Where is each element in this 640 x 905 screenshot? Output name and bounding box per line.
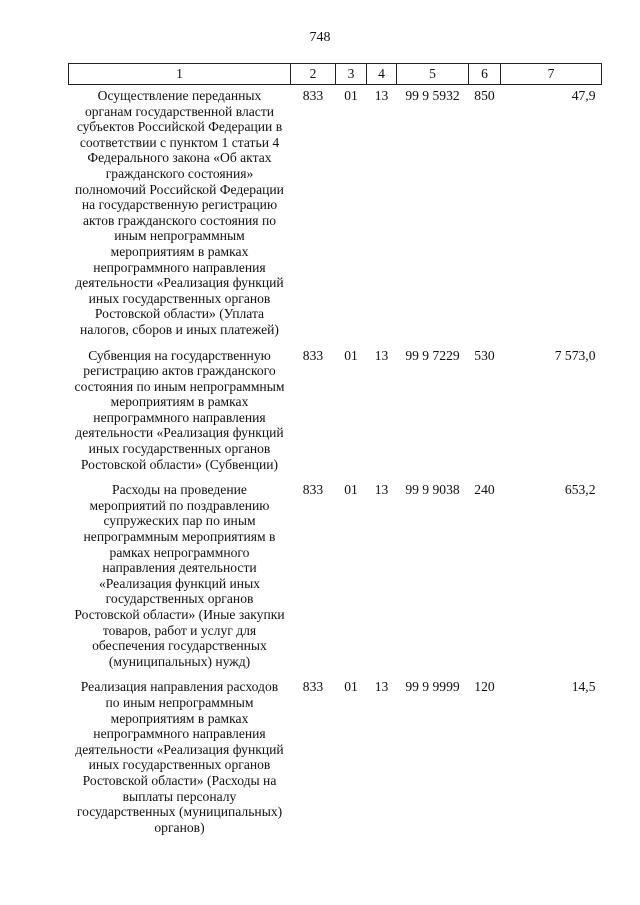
row-code-expense-type: 530: [474, 347, 495, 363]
header-col-6: 6: [469, 64, 501, 85]
row-code-ministry: 833: [302, 482, 324, 498]
row-description: Расходы на проведение мероприятий по поздравлению супружеских пар по иным непрограммным мероприятиям в рамках непрограммного направления деятельности «Реализация функций иных государственных органов Ростовской области» (Иные закупки товаров, работ и услуг для обеспечения государственных (муниципальных) нужд): [74, 482, 285, 669]
row-description: Осуществление переданных органам государственной власти субъектов Российской Федерации в соответствии с пунктом 1 статьи 4 Федерального закона «Об актах гражданского состояния» полномочий Российской Федерации на государственную регистрацию актов гражданского состояния по иным непрограммным мероприятиям в рамках непрограммного направления деятельности «Реализация функций иных государственных органов Ростовской области» (Уплата налогов, сборов и иных платежей): [75, 88, 284, 337]
row-code-ministry: 833: [302, 347, 324, 363]
row-code-subsection: 13: [374, 88, 389, 103]
row-code-subsection: 13: [374, 347, 389, 363]
row-code-ministry: 833: [302, 679, 324, 695]
page-number: 748: [309, 30, 331, 45]
row-code-target: 99 9 7229: [405, 347, 460, 363]
row-code-section: 01: [344, 679, 358, 695]
header-col-1: 1: [69, 64, 291, 85]
row-code-ministry: 833: [302, 88, 324, 103]
row-code-target: 99 9 9038: [405, 482, 460, 498]
table-header-row: [69, 64, 602, 85]
row-code-subsection: 13: [374, 482, 389, 498]
table-row: [69, 85, 602, 348]
row-description: Реализация направления расходов по иным непрограммным мероприятиям в рамках непрограммного направления деятельности «Реализация функций иных государственных органов Ростовской области» (Расходы на выплаты персоналу государственных (муниципальных) органов): [75, 679, 284, 835]
header-col-5: 5: [397, 64, 469, 85]
row-amount: 7 573,0: [554, 347, 596, 363]
header-col-7: 7: [501, 64, 602, 85]
row-amount: 47,9: [571, 88, 596, 103]
header-col-2: 2: [291, 64, 336, 85]
row-code-section: 01: [344, 88, 358, 103]
row-amount: 653,2: [564, 482, 596, 498]
header-col-3: 3: [336, 64, 367, 85]
row-code-section: 01: [344, 347, 358, 363]
row-amount: 14,5: [571, 679, 596, 695]
budget-table: [68, 63, 602, 845]
row-code-target: 99 9 9999: [405, 679, 460, 695]
row-code-expense-type: 240: [474, 482, 495, 498]
row-code-expense-type: 850: [474, 88, 495, 103]
table-row: [69, 348, 602, 483]
row-description: Субвенция на государственную регистрацию актов гражданского состояния по иным непрограммным мероприятиям в рамках непрограммного направления деятельности «Реализация функций иных государственных органов Ростовской области» (Субвенции): [74, 347, 285, 472]
table-row: [69, 482, 602, 679]
header-col-4: 4: [367, 64, 397, 85]
row-code-section: 01: [344, 482, 358, 498]
row-code-target: 99 9 5932: [405, 88, 460, 103]
table-row: [69, 679, 602, 845]
row-code-expense-type: 120: [474, 679, 495, 695]
row-code-subsection: 13: [374, 679, 389, 695]
